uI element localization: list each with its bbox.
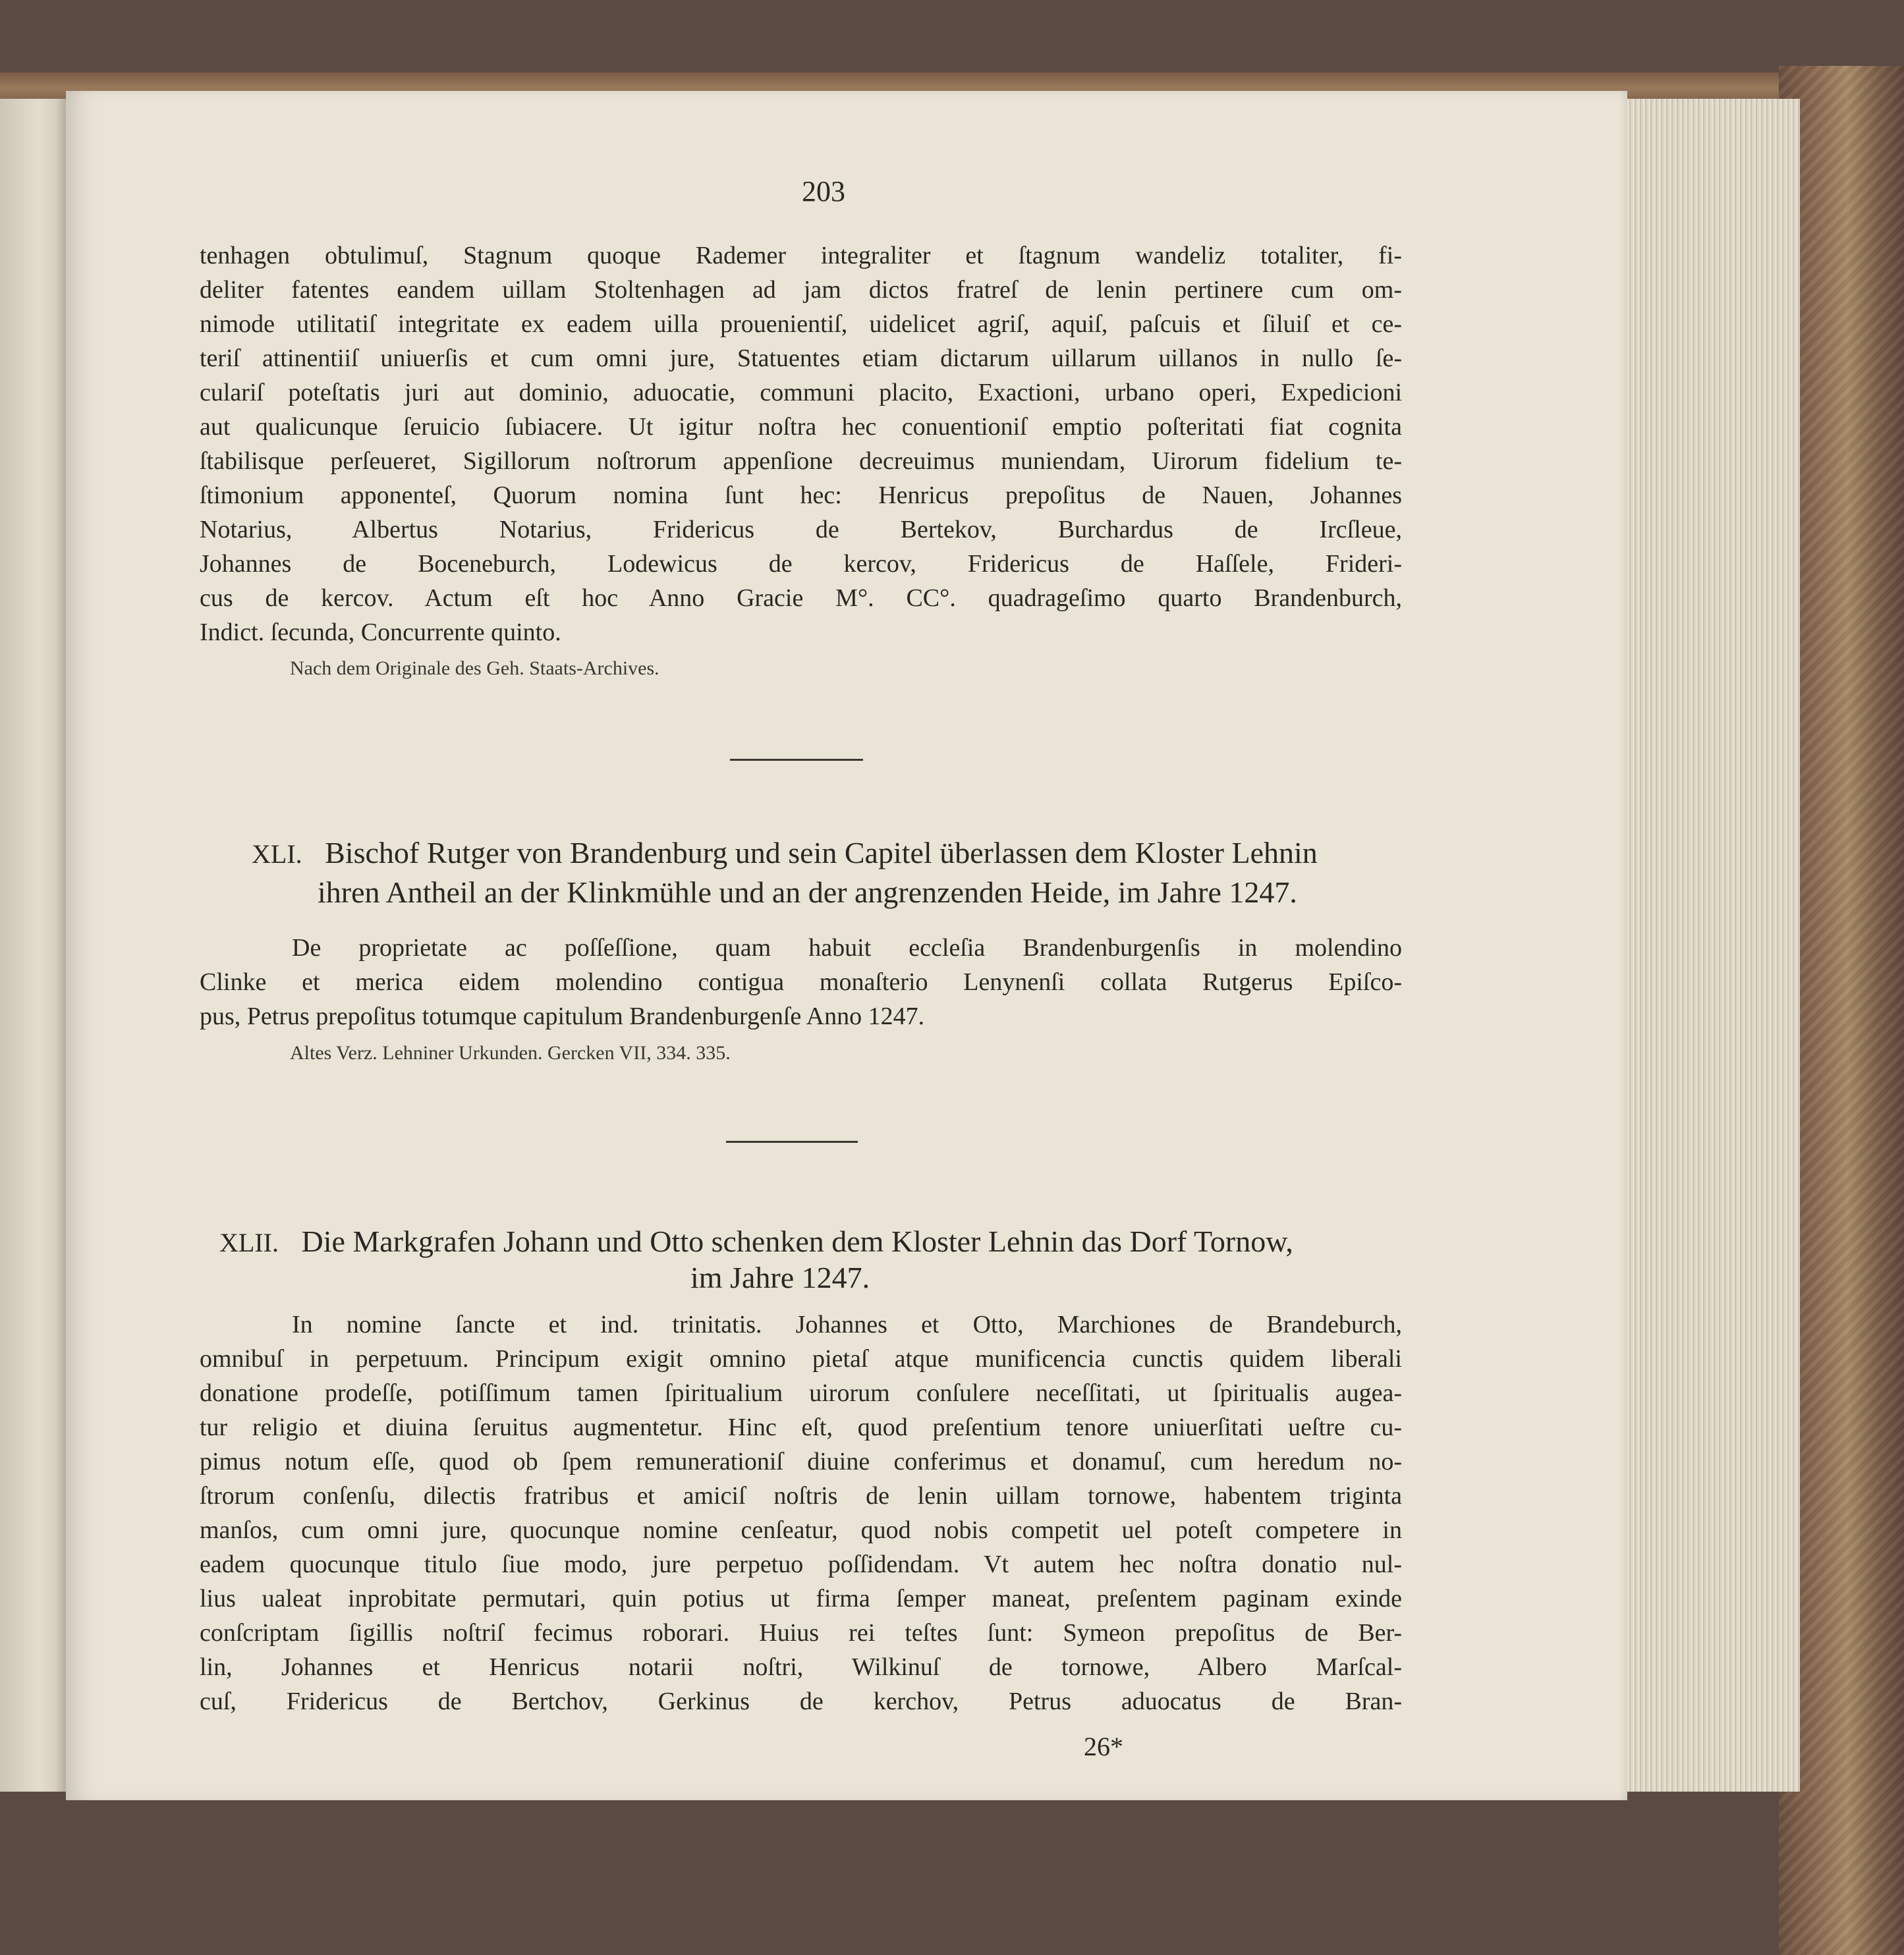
text-line: ſtrorum conſenſu, dilectis fratribus et amiciſ noſtris de lenin uillam tornowe, habentem triginta — [200, 1482, 1402, 1510]
section-heading — [252, 833, 1318, 874]
heading-text: im Jahre 1247. — [690, 1261, 870, 1294]
source-note: Nach dem Originale des Geh. Staats-Archives. — [290, 657, 659, 679]
text-line: Clinke et merica eidem molendino contigua monaſterio Lenynenſi collata Rutgerus Epiſco- — [200, 968, 1402, 996]
heading-text: ihren Antheil an der Klinkmühle und an der angrenzenden Heide, im Jahre 1247. — [318, 875, 1297, 909]
facing-page-edge — [0, 99, 66, 1792]
text-line: pus, Petrus prepoſitus totumque capitulum Brandenburgenſe Anno 1247. — [200, 1003, 925, 1030]
text-line: lin, Johannes et Henricus notarii noſtri, Wilkinuſ de tornowe, Albero Marſcal- — [200, 1653, 1402, 1681]
text-line: nimode utilitatiſ integritate ex eadem uilla prouenientiſ, uidelicet agriſ, aquiſ, paſcuis et ſiluiſ et ce- — [200, 310, 1402, 338]
text-line: teriſ attinentiiſ uniuerſis et cum omni jure, Statuentes etiam dictarum uillarum uillanos in nullo ſe- — [200, 344, 1402, 372]
text-line: Notarius, Albertus Notarius, Fridericus de Bertekov, Burchardus de Ircſleue, — [200, 516, 1402, 543]
page-block-edges — [1621, 99, 1800, 1792]
text-line: Johannes de Boceneburch, Lodewicus de kercov, Fridericus de Haſſele, Frideri- — [200, 550, 1402, 578]
text-line: deliter fatentes eandem uillam Stoltenhagen ad jam dictos fratreſ de lenin pertinere cum om- — [200, 276, 1402, 304]
text-line: cus de kercov. Actum eſt hoc Anno Gracie M°. CC°. quadrageſimo quarto Brandenburch, — [200, 584, 1402, 612]
section-numeral: XLII. — [219, 1228, 279, 1257]
text-line: manſos, cum omni jure, quocunque nomine cenſeatur, quod nobis competit uel poteſt competere in — [200, 1516, 1402, 1544]
text-line: De proprietate ac poſſeſſione, quam habuit eccleſia Brandenburgenſis in molendino — [292, 934, 1402, 962]
heading-text: Bischof Rutger von Brandenburg und sein Capitel überlassen dem Kloster Lehnin — [325, 836, 1318, 869]
text-line: tur religio et diuina ſeruitus augmentetur. Hinc eſt, quod preſentium tenore uniuerſitati ueſtre cu- — [200, 1414, 1402, 1441]
section-heading — [219, 1222, 1293, 1263]
text-line: tenhagen obtulimuſ, Stagnum quoque Rademer integraliter et ſtagnum wandeliz totaliter, fi- — [200, 242, 1402, 269]
text-line: ſtabilisque perſeueret, Sigillorum noſtrorum appenſione decreuimus muniendam, Uirorum fidelium te- — [200, 447, 1402, 475]
text-line: donatione prodeſſe, potiſſimum tamen ſpiritualium uirorum conſulere neceſſitati, ut ſpiritualis augea- — [200, 1379, 1402, 1407]
text-line: Indict. ſecunda, Concurrente quinto. — [200, 619, 561, 646]
page-number: 203 — [802, 175, 845, 207]
text-line: omnibuſ in perpetuum. Principum exigit omnino pietaſ atque munificencia cunctis quidem liberali — [200, 1345, 1402, 1373]
text-line: In nomine ſancte et ind. trinitatis. Johannes et Otto, Marchiones de Brandeburch, — [292, 1311, 1402, 1338]
section-numeral: XLI. — [252, 839, 302, 869]
text-line: pimus notum eſſe, quod ob ſpem remunerationiſ diuine conferimus et donamuſ, cum heredum no- — [200, 1448, 1402, 1475]
source-note: Altes Verz. Lehniner Urkunden. Gercken VII, 334. 335. — [290, 1042, 731, 1064]
section-divider — [730, 759, 863, 761]
text-line: ſtimonium apponenteſ, Quorum nomina ſunt hec: Henricus prepoſitus de Nauen, Johannes — [200, 482, 1402, 509]
folio-signature: 26* — [1084, 1732, 1123, 1761]
text-line: eadem quocunque titulo ſiue modo, jure perpetuo poſſidendam. Vt autem hec noſtra donatio nul- — [200, 1551, 1402, 1578]
heading-text: Die Markgrafen Johann und Otto schenken dem Kloster Lehnin das Dorf Tornow, — [301, 1225, 1293, 1258]
text-line: aut qualicunque ſeruicio ſubiacere. Ut igitur noſtra hec conuentioniſ emptio poſteritati fiat cognita — [200, 413, 1402, 441]
text-line: lius ualeat inprobitate permutari, quin potius ut firma ſemper maneat, preſentem paginam exinde — [200, 1585, 1402, 1612]
text-line: cuſ, Fridericus de Bertchov, Gerkinus de kerchov, Petrus aduocatus de Bran- — [200, 1688, 1402, 1715]
section-divider — [726, 1141, 858, 1143]
text-line: conſcriptam ſigillis noſtriſ fecimus roborari. Huius rei teſtes ſunt: Symeon prepoſitus de Ber- — [200, 1619, 1402, 1647]
text-line: culariſ poteſtatis juri aut dominio, aduocatie, communi placito, Exactioni, urbano operi, Expedicioni — [200, 379, 1402, 406]
